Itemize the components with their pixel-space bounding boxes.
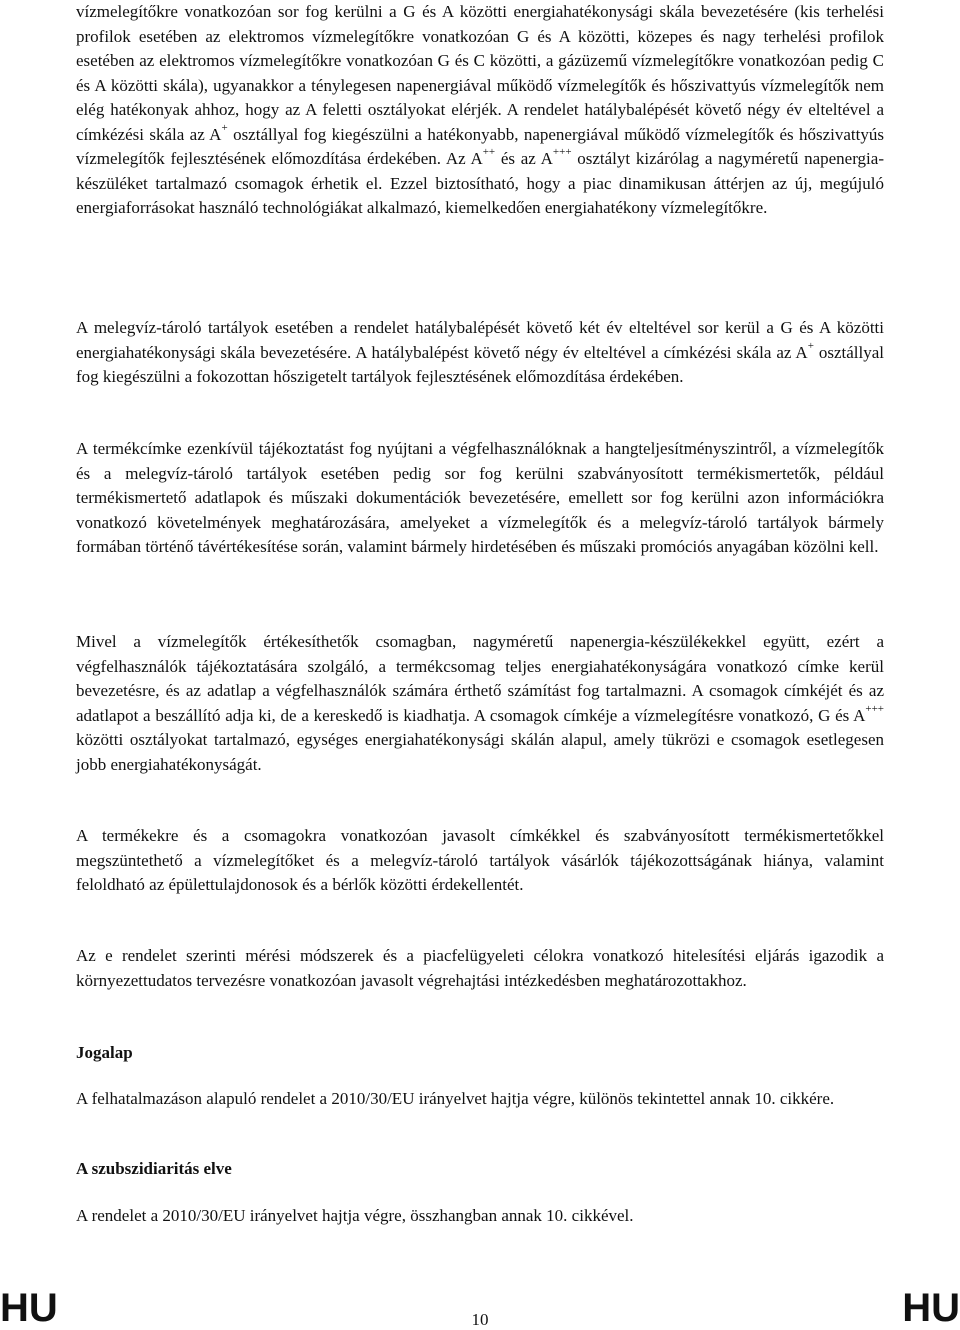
paragraph-storage-tanks: A melegvíz-tároló tartályok esetében a rendelet hatálybalépését követő két év elteltével sor kerül a G és A közötti energiahatékonysági skála bevezetésére. A hatálybalépést követő négy év elteltével a címkézési skála az A+ osztállyal fog kiegészülni a fokozottan hőszigetelt tartályok fejlesztésének előmozdítása érdekében. [76, 318, 884, 386]
heading-legal-basis: Jogalap [76, 1043, 133, 1062]
footer-language-code-right: HU [902, 1286, 960, 1330]
page-number: 10 [471, 1310, 489, 1329]
paragraph-subsidiarity: A rendelet a 2010/30/EU irányelvet hajtja végre, összhangban annak 10. cikkével. [76, 1206, 634, 1225]
paragraph-energy-label-scale: vízmelegítőkre vonatkozóan sor fog kerülni a G és A közötti energiahatékonysági skála bevezetésére (kis terhelési profilok esetében az elektromos vízmelegítőkre vonatkozóan G és A közötti, közepes és nagy terhelési profilok esetében az elektromos vízmelegítőkre vonatkozóan G és C közötti, a gázüzemű vízmelegítőkre vonatkozóan pedig C és A közötti skála), ugyanakkor a ténylegesen napenergiával működő vízmelegítők és hőszivattyús vízmelegítők nem elég hatékonyak ahhoz, hogy az A feletti osztályokat elérjék. A rendelet hatálybalépését követő négy év elteltével a címkézési skála az A+ osztállyal fog kiegészülni a hatékonyabb, napenergiával működő vízmelegítők és hőszivattyús vízmelegítők fejlesztésének előmozdítása érdekében. Az A++ és az A+++ osztályt kizárólag a nagyméretű napenergia-készüléket tartalmazó csomagok érhetik el. Ezzel biztosítható, hogy a piac dinamikusan áttérjen az új, megújuló energiaforrásokat használó technológiákat alkalmazó, kiemelkedően energiahatékony vízmelegítőkre. [76, 2, 884, 217]
paragraph-proposed-labels: A termékekre és a csomagokra vonatkozóan javasolt címkékkel és szabványosított termékismertetőkkel megszüntethető a vízmelegítőket és a melegvíz-tároló tartályok vásárlók tájékozottságának hiánya, valamint feloldható az épülettulajdonosok és a bérlők közötti érdekellentét. [76, 826, 884, 894]
paragraph-product-label-info: A termékcímke ezenkívül tájékoztatást fog nyújtani a végfelhasználóknak a hangteljesítményszintről, a vízmelegítők és a melegvíz-tároló tartályok esetében pedig sor fog kerülni szabványosított termékismertetők, például termékismertető adatlapok és műszaki dokumentációk bevezetésére, emellett sor fog kerülni azon információkra vonatkozó követelmények meghatározására, amelyeket a vízmelegítők és a melegvíz-tároló tartályok bármely formában történő távértékesítése során, valamint bármely hirdetésében és műszaki promóciós anyagában közölni kell. [76, 439, 884, 556]
heading-subsidiarity: A szubszidiaritás elve [76, 1159, 232, 1178]
paragraph-legal-basis: A felhatalmazáson alapuló rendelet a 2010/30/EU irányelvet hajtja végre, különös tekintettel annak 10. cikkére. [76, 1089, 835, 1108]
paragraph-package-label: Mivel a vízmelegítők értékesíthetők csomagban, nagyméretű napenergia-készülékekkel együtt, ezért a végfelhasználók tájékoztatására szolgáló, a termékcsomag teljes energiahatékonyságára vonatkozó címke kerül bevezetésre, és az adatlap a végfelhasználók számára érthető számítást fog tartalmazni. A csomagok címkéjét és az adatlapot a beszállító adja ki, de a kereskedő is kiadhatja. A csomagok címkéje a vízmelegítésre vonatkozó, G és A+++ közötti osztályokat tartalmazó, egységes energiahatékonysági skálán alapul, amely tükrözi e csomagok esetlegesen jobb energiahatékonyságát. [76, 632, 884, 774]
paragraph-measurement-methods: Az e rendelet szerinti mérési módszerek és a piacfelügyeleti célokra vonatkozó hitelesítési eljárás igazodik a környezettudatos tervezésre vonatkozóan javasolt végrehajtási intézkedésben meghatározottakhoz. [76, 946, 884, 990]
footer-language-code-left: HU [0, 1286, 58, 1330]
